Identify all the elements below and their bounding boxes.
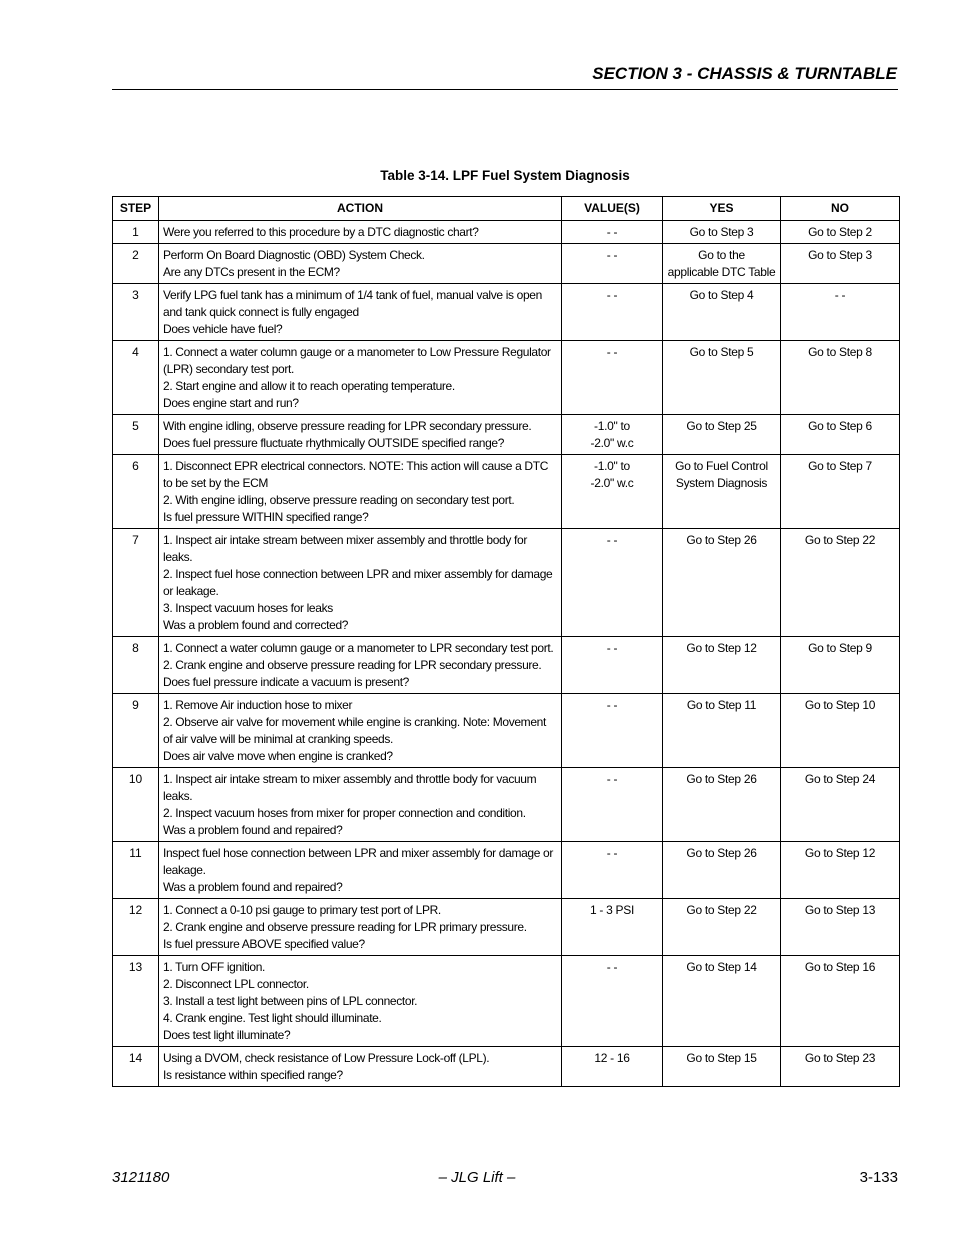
step-cell: 5 <box>113 415 159 455</box>
action-cell: 1. Remove Air induction hose to mixer 2. Observe air valve for movement while engine is cranking. Note: Movement of air valve will be minimal at cranking speeds. Does air valve move when engine is cranked? <box>159 694 562 768</box>
action-cell: 1. Connect a water column gauge or a manometer to Low Pressure Regulator (LPR) secondary test port. 2. Start engine and allow it to reach operating temperature. Does engine start and run? <box>159 341 562 415</box>
table-row <box>113 415 900 455</box>
action-cell: With engine idling, observe pressure reading for LPR secondary pressure. Does fuel pressure fluctuate rhythmically OUTSIDE specified range? <box>159 415 562 455</box>
table-row <box>113 768 900 842</box>
no-cell: Go to Step 13 <box>781 899 900 956</box>
yes-cell: Go to Step 14 <box>663 956 781 1047</box>
table-row <box>113 244 900 284</box>
no-cell: Go to Step 22 <box>781 529 900 637</box>
no-cell: Go to Step 23 <box>781 1047 900 1087</box>
yes-cell: Go to Step 15 <box>663 1047 781 1087</box>
action-cell: 1. Connect a water column gauge or a manometer to LPR secondary test port. 2. Crank engine and observe pressure reading for LPR secondary pressure. Does fuel pressure indicate a vacuum is present? <box>159 637 562 694</box>
table-header-row <box>113 197 900 221</box>
action-cell: Verify LPG fuel tank has a minimum of 1/4 tank of fuel, manual valve is open and tank quick connect is fully engaged Does vehicle have fuel? <box>159 284 562 341</box>
yes-cell: Go to Fuel Control System Diagnosis <box>663 455 781 529</box>
table-caption: Table 3-14. LPF Fuel System Diagnosis <box>380 168 630 183</box>
step-cell: 2 <box>113 244 159 284</box>
no-cell: Go to Step 6 <box>781 415 900 455</box>
yes-cell: Go to Step 25 <box>663 415 781 455</box>
table-row <box>113 284 900 341</box>
no-cell: Go to Step 16 <box>781 956 900 1047</box>
value-cell: - - <box>562 284 663 341</box>
value-cell: -1.0" to -2.0" w.c <box>562 415 663 455</box>
yes-cell: Go to Step 12 <box>663 637 781 694</box>
action-cell: Using a DVOM, check resistance of Low Pressure Lock-off (LPL). Is resistance within specified range? <box>159 1047 562 1087</box>
page-number: 3-133 <box>859 1169 898 1186</box>
action-cell: Were you referred to this procedure by a DTC diagnostic chart? <box>159 221 562 244</box>
column-header-values: VALUE(S) <box>562 197 663 221</box>
value-cell: - - <box>562 637 663 694</box>
table-row <box>113 455 900 529</box>
yes-cell: Go to Step 4 <box>663 284 781 341</box>
step-cell: 6 <box>113 455 159 529</box>
column-header-no: NO <box>781 197 900 221</box>
action-cell: 1. Inspect air intake stream between mixer assembly and throttle body for leaks. 2. Inspect fuel hose connection between LPR and mixer assembly for damage or leakage. 3. Inspect vacuum hoses for leaks Was a problem found and corrected? <box>159 529 562 637</box>
step-cell: 14 <box>113 1047 159 1087</box>
value-cell: - - <box>562 341 663 415</box>
yes-cell: Go to Step 26 <box>663 529 781 637</box>
table-row <box>113 899 900 956</box>
step-cell: 12 <box>113 899 159 956</box>
step-cell: 9 <box>113 694 159 768</box>
no-cell: Go to Step 2 <box>781 221 900 244</box>
yes-cell: Go to the applicable DTC Table <box>663 244 781 284</box>
no-cell: - - <box>781 284 900 341</box>
header-divider <box>112 89 898 90</box>
step-cell: 7 <box>113 529 159 637</box>
step-cell: 1 <box>113 221 159 244</box>
yes-cell: Go to Step 11 <box>663 694 781 768</box>
step-cell: 13 <box>113 956 159 1047</box>
column-header-action: ACTION <box>159 197 562 221</box>
doc-number: 3121180 <box>112 1169 170 1186</box>
step-cell: 8 <box>113 637 159 694</box>
no-cell: Go to Step 3 <box>781 244 900 284</box>
yes-cell: Go to Step 5 <box>663 341 781 415</box>
value-cell: -1.0" to -2.0" w.c <box>562 455 663 529</box>
value-cell: 12 - 16 <box>562 1047 663 1087</box>
no-cell: Go to Step 10 <box>781 694 900 768</box>
value-cell: - - <box>562 694 663 768</box>
value-cell: - - <box>562 768 663 842</box>
value-cell: - - <box>562 529 663 637</box>
table-row <box>113 956 900 1047</box>
no-cell: Go to Step 9 <box>781 637 900 694</box>
action-cell: 1. Connect a 0-10 psi gauge to primary test port of LPR. 2. Crank engine and observe pressure reading for LPR primary pressure. Is fuel pressure ABOVE specified value? <box>159 899 562 956</box>
no-cell: Go to Step 7 <box>781 455 900 529</box>
column-header-yes: YES <box>663 197 781 221</box>
value-cell: - - <box>562 842 663 899</box>
table-body <box>113 221 900 1087</box>
table-row <box>113 1047 900 1087</box>
table-row <box>113 529 900 637</box>
table-row <box>113 341 900 415</box>
table-row <box>113 637 900 694</box>
yes-cell: Go to Step 26 <box>663 768 781 842</box>
table-row <box>113 694 900 768</box>
table-row <box>113 842 900 899</box>
action-cell: 1. Turn OFF ignition. 2. Disconnect LPL connector. 3. Install a test light between pins of LPL connector. 4. Crank engine. Test light should illuminate. Does test light illuminate? <box>159 956 562 1047</box>
value-cell: - - <box>562 244 663 284</box>
value-cell: 1 - 3 PSI <box>562 899 663 956</box>
no-cell: Go to Step 24 <box>781 768 900 842</box>
diagnosis-table <box>112 196 900 1087</box>
action-cell: Perform On Board Diagnostic (OBD) System Check. Are any DTCs present in the ECM? <box>159 244 562 284</box>
step-cell: 3 <box>113 284 159 341</box>
column-header-step: STEP <box>113 197 159 221</box>
section-title: SECTION 3 - CHASSIS & TURNTABLE <box>592 64 897 83</box>
table-row <box>113 221 900 244</box>
step-cell: 11 <box>113 842 159 899</box>
action-cell: Inspect fuel hose connection between LPR and mixer assembly for damage or leakage. Was a problem found and repaired? <box>159 842 562 899</box>
no-cell: Go to Step 12 <box>781 842 900 899</box>
step-cell: 4 <box>113 341 159 415</box>
step-cell: 10 <box>113 768 159 842</box>
yes-cell: Go to Step 3 <box>663 221 781 244</box>
yes-cell: Go to Step 26 <box>663 842 781 899</box>
no-cell: Go to Step 8 <box>781 341 900 415</box>
footer-brand: – JLG Lift – <box>438 1169 516 1186</box>
action-cell: 1. Disconnect EPR electrical connectors. NOTE: This action will cause a DTC to be set by the ECM 2. With engine idling, observe pressure reading on secondary test port. Is fuel pressure WITHIN specified range? <box>159 455 562 529</box>
action-cell: 1. Inspect air intake stream to mixer assembly and throttle body for vacuum leaks. 2. Inspect vacuum hoses from mixer for proper connection and condition. Was a problem found and repaired? <box>159 768 562 842</box>
value-cell: - - <box>562 956 663 1047</box>
value-cell: - - <box>562 221 663 244</box>
yes-cell: Go to Step 22 <box>663 899 781 956</box>
